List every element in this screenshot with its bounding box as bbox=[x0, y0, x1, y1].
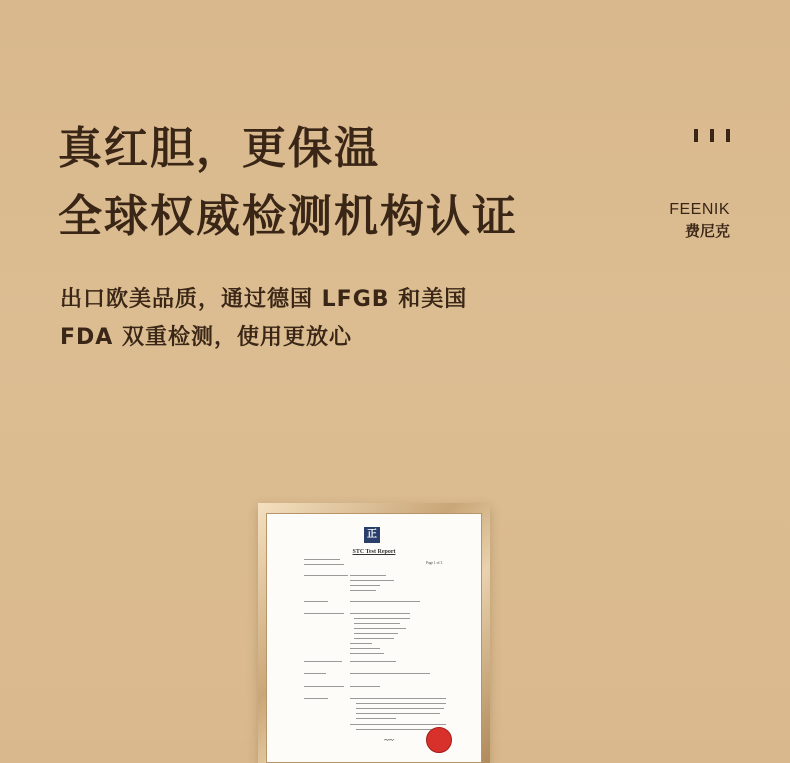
certificate-seal-icon bbox=[426, 727, 452, 753]
certificate-document bbox=[266, 513, 482, 763]
subtitle-line-1: 出口欧美品质，通过德国 LFGB 和美国 bbox=[60, 287, 468, 312]
brand-name-cn: 费尼克 bbox=[684, 222, 730, 240]
certificate-frame bbox=[258, 503, 490, 763]
brand-name-en: FEENIK bbox=[669, 201, 730, 218]
subtitle-line-2: FDA 双重检测，使用更放心 bbox=[60, 325, 352, 350]
headline-line-2: 全球权威检测机构认证 bbox=[58, 191, 518, 242]
certificate-page: Page 1 of 3 bbox=[426, 561, 443, 565]
headline-line-1: 真红胆，更保温 bbox=[58, 123, 380, 174]
certificate-logo: 正 bbox=[364, 527, 380, 543]
decor-bars-icon bbox=[694, 129, 730, 142]
signature: ~~ bbox=[384, 735, 394, 745]
certificate-title: STC Test Report bbox=[352, 549, 396, 555]
